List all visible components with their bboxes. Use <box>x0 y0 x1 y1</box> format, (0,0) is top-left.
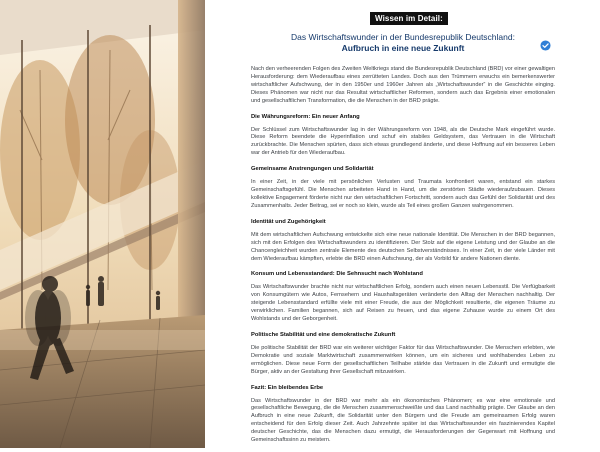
section-text-fazit: Das Wirtschaftswunder in der BRD war mehr als ein ökonomisches Phänomen; es war eine emotionale und gesellschaftliche Bewegung, die die Menschen zusammenschweißte und das Land nachhaltig prägte. Der Glaube an den Aufbruch in eine neue Zukunft, die Solidarität unter den Bürgern und die Freude am gemeinsamen Erfolg waren entscheidend für den Erfolg dieser Zeit. Auch Jahrzehnte später ist das Wirtschaftswunder ein faszinierendes Kapitel deutscher Geschichte, das die Menschen dazu ermutigt, die Herausforderungen der Gegenwart mit Hoffnung und Gemeinschaftssinn zu meistern. <box>251 397 555 444</box>
title-line-1: Das Wirtschaftswunder in der Bundesrepublik Deutschland: <box>291 32 515 42</box>
article-panel <box>205 0 600 448</box>
section-text-solidaritaet: In einer Zeit, in der viele mit persönlichen Verlusten und Traumata konfrontiert waren, entstand ein starkes Gemeinschaftsgefühl. Die Menschen arbeiteten Hand in Hand, um die zerstörten Städte wiederaufzubauen. Dieses kollektive Engagement förderte nicht nur den wirtschaftlichen Fortschritt, sondern auch das Gefühl der Solidarität und des Zusammenhalts. Jeder Beitrag, sei er noch so klein, wurde als Teil eines großen Ganzen wahrgenommen. <box>251 179 555 209</box>
title-line-2: Aufbruch in eine neue Zukunft <box>341 43 465 53</box>
section-heading-waehrungsreform: Die Währungsreform: Ein neuer Anfang <box>251 113 360 120</box>
hero-photo <box>0 0 205 448</box>
section-text-identitaet: Mit dem wirtschaftlichen Aufschwung entwickelte sich eine neue nationale Identität. Die Menschen in der BRD begannen, sich mit den Erfolgen des Wirtschaftswunders zu identifizieren. Der Stolz auf die eigene Leistung und der Glaube an die Chancengleichheit wurden zentrale Elemente des deutschen Selbstverständnisses. In einer Zeit, in der viele Länder mit dem Wiederaufbau kämpften, erlebte die BRD einen Aufschwung, der als Vorbild für andere Nationen diente. <box>251 231 555 262</box>
section-heading-fazit: Fazit: Ein bleibendes Erbe <box>251 384 324 391</box>
section-heading-solidaritaet: Gemeinsame Anstrengungen und Solidarität <box>251 166 374 173</box>
section-heading-konsum: Konsum und Lebensstandard: Die Sehnsucht nach Wohlstand <box>251 271 423 278</box>
section-heading-politik: Politische Stabilität und eine demokratische Zukunft <box>251 331 396 338</box>
section-badge: Wissen im Detail: <box>370 12 448 25</box>
article-title <box>235 32 571 54</box>
intro-paragraph: Nach den verheerenden Folgen des Zweiten Weltkriegs stand die Bundesrepublik Deutschland (BRD) vor einer gewaltigen Herausforderung: dem Wiederaufbau eines zerrütteten Landes. Doch aus den Trümmern erwuchs ein bemerkenswerter wirtschaftlicher Aufschwung, der in den 1950er und 1960er Jahren als „Wirtschaftswunder“ in die Geschichte einging. Dieses Phänomen war nicht nur das Resultat wirtschaftlicher Reformen, sondern auch das Ergebnis einer emotionalen und gesellschaftlichen Transformation, die die Menschen in der BRD prägte. <box>251 66 555 104</box>
check-circle-icon <box>540 40 551 51</box>
section-text-waehrungsreform: Der Schlüssel zum Wirtschaftswunder lag in der Währungsreform von 1948, als die Deutsche Mark eingeführt wurde. Diese Reform beendete die Hyperinflation und schuf ein stabiles Geldsystem, das Vertrauen in die Wirtschaft zurückbrachte. Die Menschen spürten, dass sich etwas grundlegend änderte, und diese Hoffnung auf ein besseres Leben war der Antrieb für den Wiederaufbau. <box>251 126 555 157</box>
article-body <box>251 66 555 452</box>
photo-scene <box>0 0 205 448</box>
section-heading-identitaet: Identität und Zugehörigkeit <box>251 218 326 225</box>
section-text-konsum: Das Wirtschaftswunder brachte nicht nur wirtschaftlichen Erfolg, sondern auch einen neuen Lebensstil. Die Verfügbarkeit von Konsumgütern wie Autos, Fernsehern und Haushaltsgeräten veränderte den Alltag der Menschen nachhaltig. Der steigende Lebensstandard erfüllte viele mit einer Freude, die aus der Möglichkeit resultierte, die eigenen Träume zu verwirklichen. Familien begannen, sich auf Reisen zu freuen, und das eigene Zuhause wurde zu einem Ort des Wohlstands und der Geborgenheit. <box>251 284 555 323</box>
section-text-politik: Die politische Stabilität der BRD war ein weiterer wichtiger Faktor für das Wirtschaftswunder. Die Menschen erlebten, wie Demokratie und soziale Marktwirtschaft zusammenwirken können, um ein sicheres und wohlhabendes Leben zu ermöglichen. Diese neue Form der gesellschaftlichen Teilhabe stärkte das Vertrauen in die Zukunft und ermutigte die Bürger, aktiv an der Gestaltung ihrer Gesellschaft mitzuwirken. <box>251 344 555 375</box>
